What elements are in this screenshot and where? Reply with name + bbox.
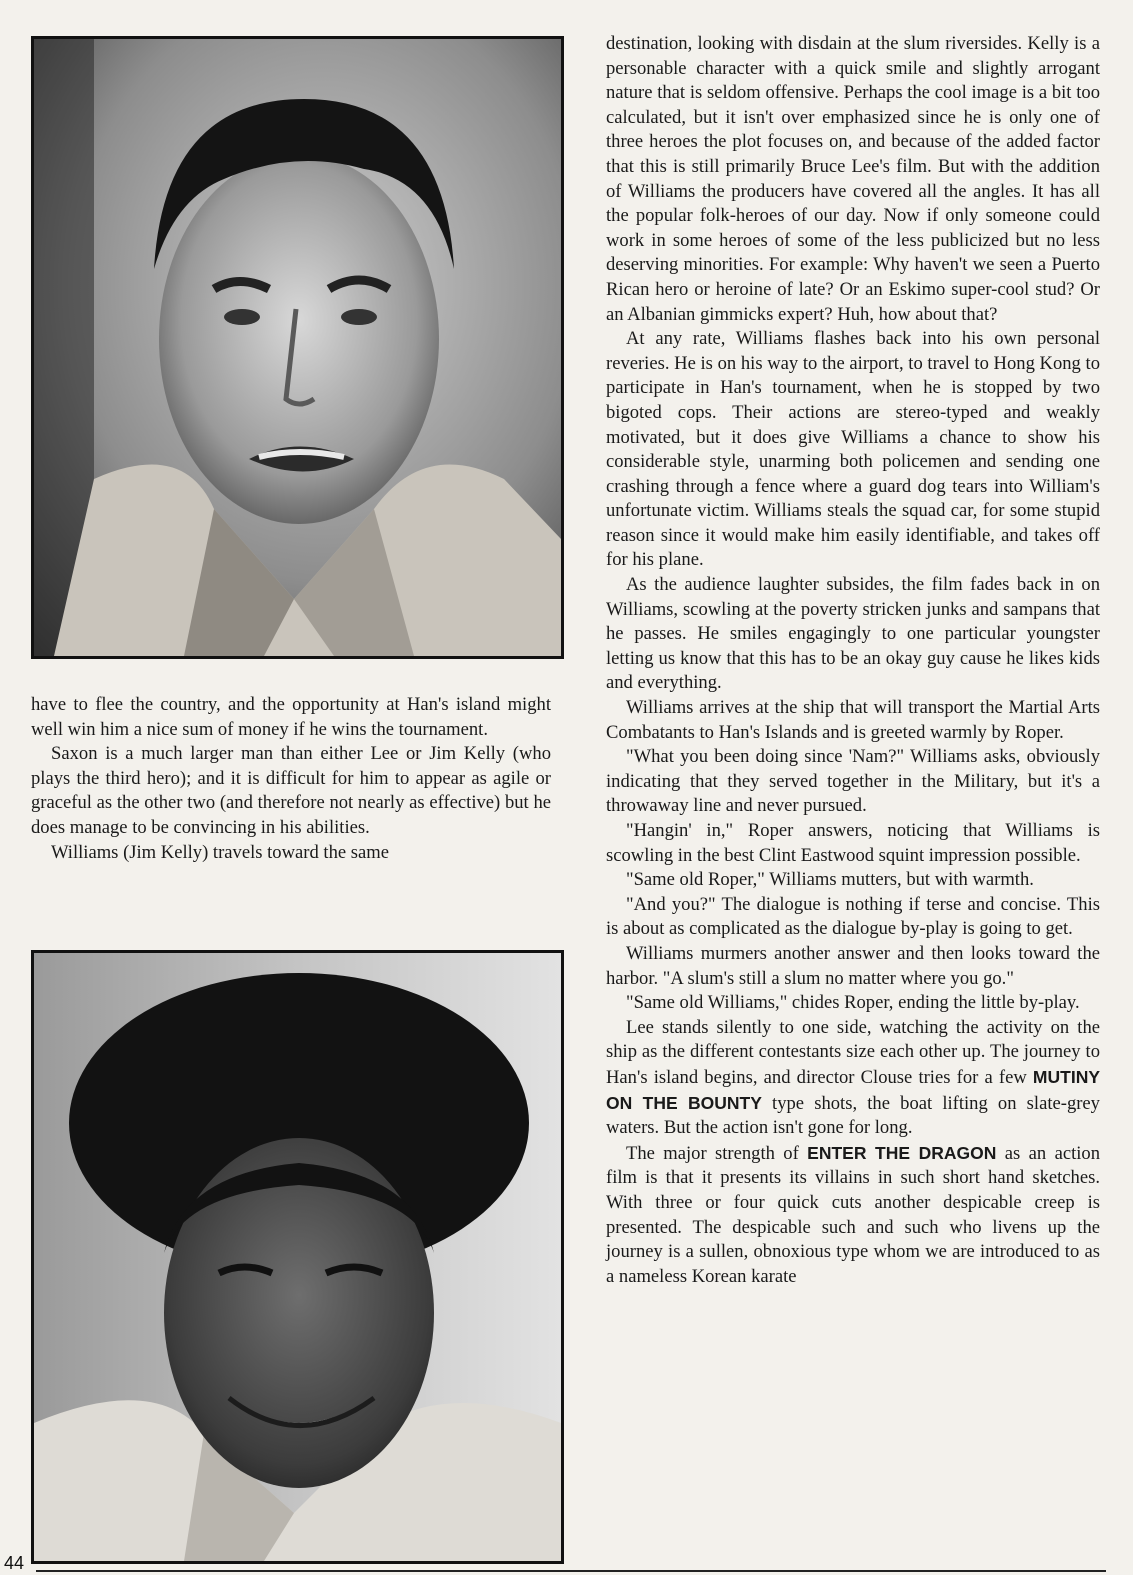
- right-text-column: [606, 32, 1100, 1289]
- page-number: 44: [4, 1553, 25, 1573]
- paragraph-text: The major strength of: [626, 1142, 808, 1164]
- paragraph-text: as an action film is that it presents its villains in such short hand sketches. With three or four quick cuts another despicable creep is presented. The despicable such and such who livens up the journey is a sullen, obnoxious type whom we are introduced to as a nameless Korean karate: [606, 1142, 1101, 1287]
- film-title: ENTER THE DRAGON: [807, 1142, 997, 1163]
- paragraph: [606, 1141, 1100, 1290]
- paragraph: "What you been doing since 'Nam?" Williams asks, obviously indicating that they served together in the Military, but it's a throwaway line and never pursued.: [606, 746, 1100, 817]
- paragraph: [606, 1016, 1100, 1141]
- paragraph: "Same old Roper," Williams mutters, but with warmth.: [626, 869, 1034, 891]
- photo-bottom-portrait: [31, 950, 564, 1564]
- paragraph: "Same old Williams," chides Roper, ending the little by-play.: [626, 992, 1080, 1014]
- paragraph-text: type shots, the boat lifting on slate-grey waters. But the action isn't gone for long.: [606, 1092, 1100, 1139]
- paragraph: Williams arrives at the ship that will transport the Martial Arts Combatants to Han's Islands and is greeted warmly by Roper.: [606, 697, 1100, 743]
- paragraph: have to flee the country, and the opportunity at Han's island might well win him a nice sum of money if he wins the tournament.: [31, 694, 551, 740]
- bottom-rule: [36, 1570, 1106, 1572]
- paragraph: "And you?" The dialogue is nothing if terse and concise. This is about as complicated as the dialogue by-play is going to get.: [606, 893, 1100, 940]
- paragraph: At any rate, Williams flashes back into his own personal reveries. He is on his way to the airport, to travel to Hong Kong to participate in Han's tournament, when he is stopped by two bigoted cops. Their actions are stereo-typed and weakly motivated, but it does give Williams a chance to show his considerable style, unarming both policemen and sending one crashing through a fence where a guard dog tears into William's unfortunate victim. Williams steals the squad car, for some stupid reason since it would make him easily identifiable, and takes off for his plane.: [606, 328, 1100, 571]
- paragraph-text: Lee stands silently to one side, watching the activity on the ship as the different contestants size each other up. The journey to Han's island begins, and director Clouse tries for a few: [606, 1016, 1100, 1088]
- paragraph: As the audience laughter subsides, the film fades back in on Williams, scowling at the poverty stricken junks and sampans that he passes. He smiles engagingly to one particular youngster letting us know that this has to be an okay guy cause he likes kids and everything.: [606, 574, 1100, 694]
- photo-top-portrait: [31, 36, 564, 659]
- film-title: MUTINY ON THE BOUNTY: [606, 1066, 1100, 1113]
- paragraph: Saxon is a much larger man than either Lee or Jim Kelly (who plays the third hero); and it is difficult for him to appear as agile or graceful as the other two (and therefore not nearly as effective) but he does manage to be convincing in his abilities.: [31, 743, 551, 838]
- paragraph: destination, looking with disdain at the slum riversides. Kelly is a personable character with a quick smile and slightly arrogant nature that is seldom offensive. Perhaps the cool image is a bit too calculated, but it isn't over emphasized since he is only one of three heroes the plot focuses on, and because of the added factor that this is still primarily Bruce Lee's film. But with the addition of Williams the producers have covered all the angles. It has all the popular folk-heroes of our day. Now if only someone could work in some heroes of some of the less publicized but no less deserving minorities. For example: Why haven't we seen a Puerto Rican hero or heroine of late? Or an Eskimo super-cool stud? Or an Albanian gimmicks expert? Huh, how about that?: [606, 33, 1100, 325]
- paragraph: "Hangin' in," Roper answers, noticing that Williams is scowling in the best Clint Eastwood squint impression possible.: [606, 820, 1100, 866]
- paragraph: Williams (Jim Kelly) travels toward the same: [51, 841, 389, 863]
- paragraph: Williams murmers another answer and then looks toward the harbor. "A slum's still a slum no matter where you go.": [606, 942, 1100, 989]
- left-text-column: [31, 693, 551, 865]
